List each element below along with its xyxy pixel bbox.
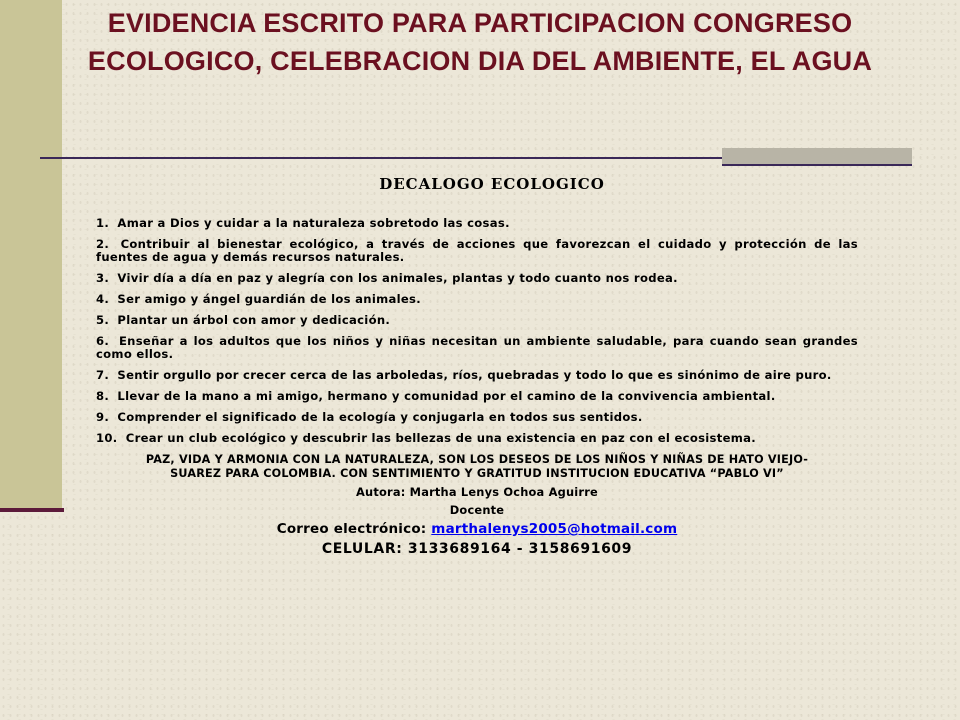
list-item — [96, 411, 858, 424]
item-text: Plantar un árbol con amor y dedicación. — [117, 313, 391, 327]
item-text: Enseñar a los adultos que los niños y niñas necesitan un ambiente saludable, para cuando sean grandes como ellos. — [96, 334, 858, 361]
item-number: 1. — [96, 216, 110, 230]
slide-title-line-2: ECOLOGICO, CELEBRACION DIA DEL AMBIENTE, EL AGUA — [87, 46, 873, 76]
email-label: Correo electrónico: — [276, 521, 427, 537]
author-line: Autora: Martha Lenys Ochoa Aguirre — [356, 485, 598, 499]
document-heading: DECALOGO ECOLOGICO — [379, 175, 605, 193]
item-number: 5. — [96, 313, 110, 327]
list-item — [96, 217, 858, 230]
list-item — [96, 335, 858, 361]
slide-title — [0, 4, 960, 80]
phone-line: CELULAR: 3133689164 - 3158691609 — [321, 541, 633, 557]
item-text: Crear un club ecológico y descubrir las bellezas de una existencia en paz con el ecosistema. — [125, 431, 756, 445]
slide-title-line-1: EVIDENCIA ESCRITO PARA PARTICIPACION CONGRESO — [107, 8, 853, 38]
item-text: Vivir día a día en paz y alegría con los animales, plantas y todo cuanto nos rodea. — [117, 271, 678, 285]
title-divider-block — [722, 148, 912, 166]
email-link[interactable]: marthalenys2005@hotmail.com — [431, 521, 678, 537]
item-text: Amar a Dios y cuidar a la naturaleza sobretodo las cosas. — [117, 216, 510, 230]
item-text: Contribuir al bienestar ecológico, a través de acciones que favorezcan el cuidado y protección de las fuentes de agua y demás recursos naturales. — [96, 237, 858, 264]
role-line: Docente — [449, 503, 505, 517]
item-number: 7. — [96, 368, 110, 382]
list-item — [96, 272, 858, 285]
item-number: 9. — [96, 410, 110, 424]
item-number: 6. — [96, 334, 110, 348]
closing-statement: PAZ, VIDA Y ARMONIA CON LA NATURALEZA, SON LOS DESEOS DE LOS NIÑOS Y NIÑAS DE HATO VIEJO-SUAREZ PARA COLOMBIA. CON SENTIMIENTO Y GRATITUD INSTITUCION EDUCATIVA “PABLO VI” — [145, 453, 809, 480]
list-item — [96, 293, 858, 306]
item-text: Ser amigo y ángel guardián de los animales. — [117, 292, 421, 306]
item-text: Comprender el significado de la ecología y conjugarla en todos sus sentidos. — [117, 410, 643, 424]
list-item — [96, 238, 858, 264]
item-number: 2. — [96, 237, 110, 251]
decalogue-document — [96, 175, 858, 557]
item-number: 10. — [96, 431, 118, 445]
email-line — [96, 523, 858, 536]
item-text: Sentir orgullo por crecer cerca de las arboledas, ríos, quebradas y todo lo que es sinónimo de aire puro. — [117, 368, 832, 382]
item-number: 8. — [96, 389, 110, 403]
list-item — [96, 369, 858, 382]
item-number: 3. — [96, 271, 110, 285]
list-item — [96, 390, 858, 403]
list-item — [96, 314, 858, 327]
list-item — [96, 432, 858, 445]
decalogue-list — [96, 217, 858, 445]
item-text: Llevar de la mano a mi amigo, hermano y comunidad por el camino de la convivencia ambiental. — [117, 389, 776, 403]
item-number: 4. — [96, 292, 110, 306]
left-decor-underline — [0, 508, 64, 512]
